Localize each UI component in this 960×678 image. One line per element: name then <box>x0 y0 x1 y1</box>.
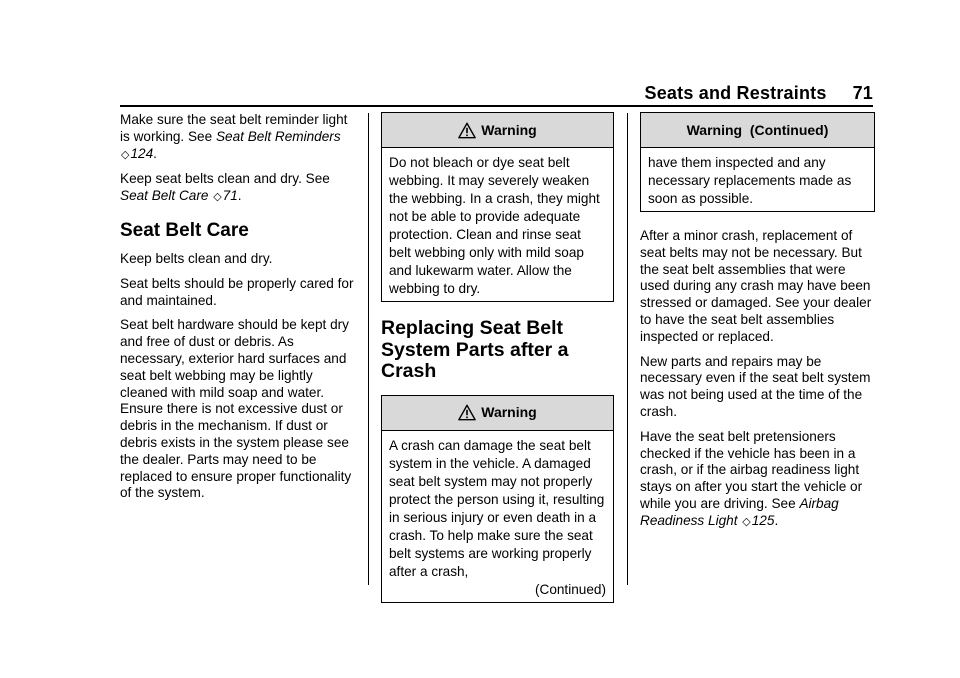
warning-triangle-icon <box>458 404 476 421</box>
body-paragraph: Seat belts should be properly cared for and maintained. <box>120 275 354 308</box>
link-seat-belt-reminders[interactable]: Seat Belt Reminders ◇124 <box>121 128 341 161</box>
page-reference-icon: ◇ <box>213 191 222 204</box>
page-reference-icon: ◇ <box>121 148 130 161</box>
column-2 <box>381 112 614 619</box>
warning-title: Warning <box>481 121 537 138</box>
header-rule <box>120 105 873 107</box>
section-heading-replacing-parts: Replacing Seat Belt System Parts after a Crash <box>381 317 569 382</box>
body-paragraph: Seat belt hardware should be kept dry and free of dust or debris. As necessary, exterior hard surfaces and seat belt webbing may be lightly cleaned with mild soap and water. Ensure there is not excessive dust or debris in the mechanism. If dust or debris exists in the system please see the dealer. Parts may need to be replaced to ensure proper functionality of the system. <box>120 317 352 501</box>
link-airbag-readiness-light[interactable]: Airbag Readiness Light ◇125 <box>640 495 839 528</box>
body-paragraph: After a minor crash, replacement of seat belts may not be necessary. But the seat belt assemblies that were used during any crash may have been stressed or damaged. See your dealer to have the seat belt assemblies inspected or replaced. <box>640 228 872 344</box>
column-divider-2 <box>627 113 628 585</box>
paragraph-text: Have the seat belt pretensioners checked if the vehicle has been in a crash, or if the airbag readiness light stays on after you start the vehicle or while you are driving. See <box>640 428 863 511</box>
page-reference-icon: ◇ <box>742 515 751 528</box>
warning-body <box>382 431 613 602</box>
column-1 <box>120 112 360 510</box>
page-number: 71 <box>852 83 873 103</box>
column-3 <box>640 112 875 539</box>
link-seat-belt-care[interactable]: Seat Belt Care ◇71 <box>120 188 238 204</box>
warning-header <box>382 396 613 431</box>
body-paragraph: New parts and repairs may be necessary even if the seat belt system was not being used at the time of the crash. <box>640 353 871 419</box>
warning-box-continued <box>640 112 875 212</box>
page-header <box>645 83 874 104</box>
paragraph-text: Make sure the seat belt reminder light is working. See <box>120 112 348 144</box>
warning-title: Warning <box>481 404 537 421</box>
warning-text: Do not bleach or dye seat belt webbing. It may severely weaken the webbing. In a crash, they might not be able to provide adequate protection. Clean and rinse seat belt webbing only with mild soap and lukewarm water. Allow the webbing to dry. <box>389 155 600 296</box>
paragraph-text: Keep seat belts clean and dry. See <box>120 171 330 187</box>
clean-dry-paragraph: Keep seat belts clean and dry. See Seat Belt Care ◇71. <box>120 171 330 204</box>
column-divider-1 <box>368 113 369 585</box>
warning-box-bleach <box>381 112 614 302</box>
continued-label: (Continued) <box>534 581 606 597</box>
warning-box-crash <box>381 395 614 603</box>
section-heading-seat-belt-care: Seat Belt Care <box>120 219 249 241</box>
warning-body <box>641 148 874 211</box>
pretensioner-paragraph: Have the seat belt pretensioners checked if the vehicle has been in a crash, or if the airbag readiness light stays on after you start the vehicle or while you are driving. See Airbag Readiness Light ◇125. <box>640 428 863 528</box>
section-title: Seats and Restraints <box>644 83 827 103</box>
warning-title: Warning (Continued) <box>686 121 829 138</box>
warning-text: have them inspected and any necessary replacements made as soon as possible. <box>648 155 852 206</box>
warning-triangle-icon <box>458 122 476 139</box>
warning-header <box>382 113 613 148</box>
body-paragraph: Keep belts clean and dry. <box>120 250 273 266</box>
warning-header <box>641 113 874 148</box>
reminder-paragraph: Make sure the seat belt reminder light is working. See Seat Belt Reminders ◇124. <box>120 112 348 161</box>
warning-body <box>382 148 613 301</box>
warning-text: A crash can damage the seat belt system in the vehicle. A damaged seat belt system may not properly protect the person using it, resulting in serious injury or even death in a crash. To help make sure the seat belt systems are working properly after a crash, <box>389 437 605 579</box>
